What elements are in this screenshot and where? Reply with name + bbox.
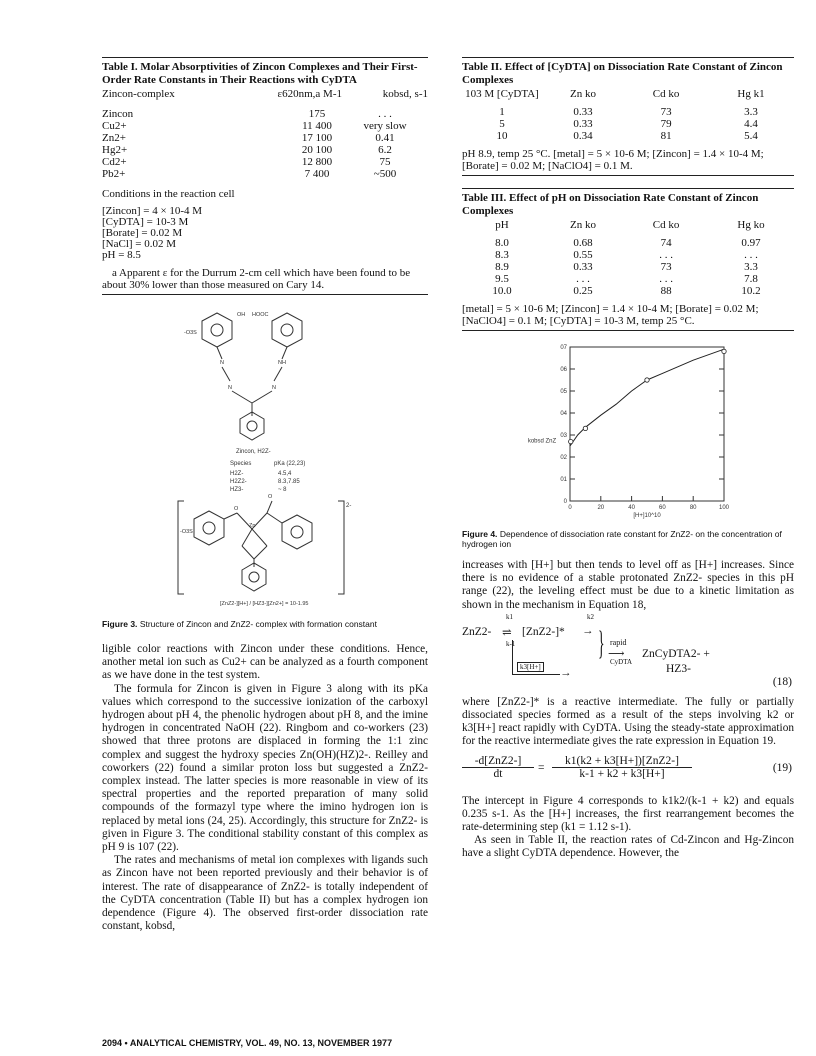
- paragraph: The formula for Zincon is given in Figure 3 along with its pKa values which correspond to the successive ionization of the carboxyl hydrogen about pH 4, the phenolic hydrogen about pH 8, and the imine hydrogen in concentrated NaOH (22). Ringbom and co-workers (23) showed that three protons are displaced in forming the 1:1 zinc complex and suggest the hydroxy species Zn(OH)(HZ)2-. Reilley and coworkers (22) found a similar proton loss but suggested a ZnZ2- complex instead. The latter species is more reasonable in view of its spectral properties and the reported preparation of many solid compounds of the formazyl type where the imino hydrogen ion is replaced by metal ions (24, 25). Accordingly, this structure for ZnZ2- is given in Figure 3. The conditional stability constant of this complex as pH 9 is 107 (22).: [102, 682, 428, 854]
- eq19-lhs: [462, 755, 534, 780]
- table3-header: Hg ko: [737, 219, 765, 231]
- zincon-label: Zincon, H2Z-: [236, 449, 271, 455]
- cell: . . .: [744, 249, 758, 261]
- figure4-chart: [462, 337, 794, 521]
- eq18-k3-arrow: →: [560, 666, 572, 679]
- cell: 0.55: [573, 249, 593, 261]
- table1-bottom-rule: [102, 294, 428, 295]
- table-row: [462, 249, 794, 261]
- x-tick-label: 0: [568, 505, 572, 511]
- cell: 5.4: [744, 130, 758, 142]
- cell: . . .: [378, 108, 392, 120]
- eq18-rapid: rapid: [610, 637, 627, 647]
- eq18-k-1: k-1: [506, 639, 516, 648]
- cell: 0.25: [573, 285, 593, 297]
- cell: 10.0: [492, 285, 512, 297]
- table3: [462, 219, 794, 297]
- left-column: [102, 57, 428, 933]
- table-row: [102, 132, 428, 144]
- table2-bottom-rule: [462, 175, 794, 176]
- cell: 8.3: [495, 249, 509, 261]
- table3-header-row: [462, 219, 794, 231]
- condition: [NaCl] = 0.02 M: [102, 238, 177, 250]
- cell: 73: [660, 106, 672, 118]
- eq18-branch-line: [512, 640, 513, 674]
- species-cell: 4.5,4: [278, 471, 292, 477]
- table2-header-row: [462, 88, 794, 100]
- species-table: [230, 461, 305, 493]
- eq18-k1: k1: [506, 612, 513, 621]
- x-axis-label: [H+]10^10: [633, 513, 661, 519]
- data-point: [722, 349, 726, 353]
- table2: [462, 88, 794, 142]
- cell: Zn2+: [102, 132, 126, 144]
- eq18-hz: HZ3-: [666, 662, 691, 675]
- svg-text:O: O: [234, 506, 239, 512]
- cell: 73: [660, 261, 672, 273]
- paragraph: where [ZnZ2-]* is a reactive intermediate. The fully or partially dissociated species formed as a result of the steps involving k2 or k3[H+] react rapidly with CyDTA. Using the steady-state approximation for the reactive intermediate gives the rate expression in Equation 19.: [462, 695, 794, 748]
- table1-header: ε620nm,a M-1: [277, 88, 342, 100]
- table1-header-row: [102, 88, 428, 100]
- table1-top-rule: [102, 57, 428, 58]
- cell: 0.68: [573, 237, 593, 249]
- table-row: [102, 120, 428, 132]
- paragraph: As seen in Table II, the reaction rates of Cd-Zincon and Hg-Zincon have a slight CyDTA dependence. However, the: [462, 834, 794, 860]
- svg-text:O: O: [268, 494, 273, 500]
- cell: very slow: [363, 120, 407, 132]
- table-row: [462, 237, 794, 249]
- stability-constant: [ZnZ2-][H+] / [HZ3-][Zn2+] = 10-1.95: [220, 601, 309, 607]
- equation-19: [462, 753, 794, 793]
- paragraph: The intercept in Figure 4 corresponds to k1k2/(k-1 + k2) and equals 0.235 s-1. As the [H+] increases, the first rearrangement becomes the rate-determining step (k1 = 1.12 s-1).: [462, 794, 794, 834]
- svg-text:-O3S: -O3S: [184, 330, 197, 336]
- cell: 88: [660, 285, 672, 297]
- y-tick-label: 06: [560, 367, 567, 373]
- table-row: [462, 261, 794, 273]
- cell: 0.33: [573, 261, 593, 273]
- table-row: [462, 285, 794, 297]
- y-axis-label: kobsd ZnZ: [527, 438, 557, 445]
- figure3-caption-label: Figure 3.: [102, 619, 138, 629]
- table-row: [462, 106, 794, 118]
- figure4-caption: [462, 529, 794, 549]
- complex-charge: 2-: [346, 503, 352, 509]
- svg-text:N: N: [228, 385, 232, 391]
- paragraph: The rates and mechanisms of metal ion complexes with ligands such as Zincon have not been reported previously and their behavior is of interest. The rate of disappearance of ZnZ2- is totally independent of the CyDTA concentration (Table II) but has a complex hydrogen ion dependence (Figure 4). The observed first-order dissociation rate constant, kobsd,: [102, 854, 428, 933]
- cell: 12 800: [301, 156, 333, 168]
- cell: . . .: [659, 249, 673, 261]
- svg-text:N: N: [220, 360, 224, 366]
- paragraph: ligible color reactions with Zincon under these conditions. Hence, another metal ion such as Cu2+ can be analyzed as a fourth component as we have done in the test system.: [102, 643, 428, 682]
- cell: Pb2+: [102, 168, 126, 180]
- species-cell: 8.3,7.85: [278, 479, 300, 485]
- table3-header: Zn ko: [570, 219, 597, 231]
- figure3-caption-text: Structure of Zincon and ZnZ2- complex with formation constant: [139, 619, 377, 629]
- condition: pH = 8.5: [102, 249, 141, 261]
- figure4-caption-text: Dependence of dissociation rate constant for ZnZ2- on the concentration of hydrogen ion: [462, 529, 782, 549]
- cell: 3.3: [744, 106, 758, 118]
- x-tick-label: 80: [689, 505, 697, 511]
- y-tick-label: 01: [560, 477, 567, 483]
- eq18-k2-arrow: →: [582, 624, 594, 637]
- cell: 0.41: [375, 132, 395, 144]
- eq18-arrow: ⟶: [608, 647, 625, 660]
- left-body-text: [102, 643, 428, 933]
- cell: 3.3: [744, 261, 758, 273]
- eq18-cydta: CyDTA: [610, 657, 632, 666]
- condition: [Borate] = 0.02 M: [102, 227, 183, 239]
- cell: 8.0: [495, 237, 509, 249]
- table3-top-rule: [462, 188, 794, 189]
- cell: 9.5: [495, 273, 509, 285]
- species-header: pKa (22,23): [274, 461, 306, 467]
- y-tick-label: 05: [560, 389, 567, 395]
- y-tick-label: 02: [560, 455, 567, 461]
- table2-caption: Table II. Effect of [CyDTA] on Dissociation Rate Constant of Zincon Complexes: [462, 61, 783, 86]
- figure3-caption: [102, 619, 428, 629]
- y-tick-label: 07: [560, 345, 567, 351]
- cell: Cd2+: [102, 156, 127, 168]
- x-tick-label: 40: [628, 505, 635, 511]
- eq18-intermediate: [ZnZ2-]*: [522, 625, 565, 638]
- table2-header: Cd ko: [652, 88, 680, 100]
- cell: Zincon: [102, 108, 134, 120]
- condition: [CyDTA] = 10-3 M: [102, 216, 189, 228]
- conditions-list: [102, 206, 428, 261]
- table-row: [102, 108, 428, 120]
- eq19-lhs-denominator: dt: [493, 767, 503, 780]
- x-tick-label: 60: [659, 505, 666, 511]
- cell: 6.2: [378, 144, 392, 156]
- figure3-structures: [102, 301, 428, 615]
- table1-footnote: a Apparent ε for the Durrum 2-cm cell which have been found to be about 30% lower than those measured on Cary 14.: [102, 267, 411, 291]
- conditions-title: Conditions in the reaction cell: [102, 188, 235, 200]
- eq18-reactant: ZnZ2-: [462, 625, 492, 638]
- y-tick-label: 0: [563, 499, 567, 505]
- eq19-number: (19): [772, 761, 792, 774]
- svg-text:NH: NH: [278, 360, 286, 366]
- cell: Hg2+: [102, 144, 128, 156]
- zincon-atom-labels: [184, 312, 286, 391]
- eq19-equals: =: [538, 761, 545, 774]
- plot-frame: [570, 347, 724, 501]
- species-cell: ~ 8: [278, 487, 287, 493]
- cell: 0.33: [573, 118, 593, 130]
- table1-header: kobsd, s-1: [382, 88, 428, 100]
- species-header: Species: [230, 461, 252, 467]
- eq18-products: ZnCyDTA2- +: [642, 647, 710, 660]
- cell: 75: [379, 156, 391, 168]
- table1-header: Zincon-complex: [102, 88, 175, 100]
- equation-18: [462, 612, 794, 696]
- table-row: [102, 144, 428, 156]
- table3-bottom-rule: [462, 330, 794, 331]
- table1: [102, 88, 428, 180]
- eq18-brace: }: [598, 624, 605, 662]
- right-column: [462, 57, 794, 861]
- figure4-caption-label: Figure 4.: [462, 529, 498, 539]
- table3-header: pH: [495, 219, 509, 231]
- table2-note: pH 8.9, temp 25 °C. [metal] = 5 × 10-6 M; [Zincon] = 1.4 × 10-4 M; [Borate] = 0.02 M; [NaClO4] = 0.1 M.: [462, 148, 764, 172]
- y-tick-label: 03: [560, 433, 567, 439]
- cell: 175: [308, 108, 326, 120]
- table-row: [462, 273, 794, 285]
- condition: [Zincon] = 4 × 10-4 M: [102, 205, 203, 217]
- eq19-rhs-denominator: k-1 + k2 + k3[H+]: [579, 767, 665, 780]
- eq18-number: (18): [772, 675, 792, 688]
- eq18-k3: k3[H+]: [517, 662, 544, 672]
- cell: 5: [499, 118, 505, 130]
- table2-header: Zn ko: [570, 88, 597, 100]
- cell: 7 400: [304, 168, 330, 180]
- cell: 4.4: [744, 118, 758, 130]
- eq18-branch-line: [512, 674, 560, 675]
- x-tick-label: 20: [597, 505, 605, 511]
- species-cell: HZ3-: [230, 487, 244, 493]
- cell: . . .: [576, 273, 590, 285]
- data-point: [583, 426, 587, 430]
- table3-note: [metal] = 5 × 10-6 M; [Zincon] = 1.4 × 10-4 M; [Borate] = 0.02 M; [NaClO4] = 0.1 M; [CyDTA] = 10-3 M, temp 25 °C.: [462, 303, 759, 327]
- data-point: [645, 378, 649, 382]
- svg-text:N: N: [272, 385, 276, 391]
- data-point: [569, 439, 573, 443]
- cell: 10: [496, 130, 508, 142]
- table2-top-rule: [462, 57, 794, 58]
- svg-text:OH: OH: [237, 312, 246, 318]
- figure3: [102, 301, 428, 615]
- table2-header: Hg k1: [737, 88, 765, 100]
- y-tick-label: 04: [560, 411, 567, 417]
- cell: Cu2+: [102, 120, 127, 132]
- page-footer: 2094 • ANALYTICAL CHEMISTRY, VOL. 49, NO. 13, NOVEMBER 1977: [102, 1038, 393, 1048]
- table3-caption: Table III. Effect of pH on Dissociation Rate Constant of Zincon Complexes: [462, 192, 759, 217]
- svg-text:Zn: Zn: [249, 523, 256, 529]
- table2-header: 103 M [CyDTA]: [465, 88, 539, 100]
- species-cell: H2Z-: [230, 471, 244, 477]
- znz-complex-structure: [178, 501, 344, 594]
- cell: 17 100: [301, 132, 333, 144]
- cell: 0.33: [573, 106, 593, 118]
- svg-text:-O3S: -O3S: [180, 529, 193, 535]
- eq18-equilibrium-arrow: ⇌: [502, 626, 512, 639]
- cell: 81: [660, 130, 672, 142]
- table-row: [102, 156, 428, 168]
- species-cell: H2Z2-: [230, 479, 247, 485]
- paragraph: increases with [H+] but then tends to level off as [H+] increases. Since there is no evidence of a stable protonated ZnZ2- species in this pH range (22), the leveling effect must be due to a kinetic limitation as shown in the mechanism in Equation 18,: [462, 559, 794, 611]
- table1-caption: Table I. Molar Absorptivities of Zincon Complexes and Their First-Order Rate Constants in Their Reactions with CyDTA: [102, 61, 418, 86]
- table-row: [102, 168, 428, 180]
- cell: 74: [660, 237, 672, 249]
- fit-curve: [570, 349, 724, 446]
- cell: 11 400: [302, 120, 332, 132]
- figure4: [462, 337, 794, 521]
- eq19-lhs-numerator: -d[ZnZ2-]: [462, 755, 534, 768]
- x-tick-label: 100: [718, 505, 730, 511]
- cell: 79: [660, 118, 672, 130]
- zincon-structure: [202, 313, 302, 440]
- cell: 7.8: [744, 273, 758, 285]
- eq19-rhs-numerator: k1(k2 + k3[H+])[ZnZ2-]: [552, 755, 692, 768]
- cell: 8.9: [495, 261, 509, 273]
- table3-header: Cd ko: [652, 219, 680, 231]
- cell: 20 100: [301, 144, 333, 156]
- eq19-rhs: [552, 755, 692, 780]
- cell: 0.97: [741, 237, 761, 249]
- cell: 1: [499, 106, 505, 118]
- table-row: [462, 130, 794, 142]
- cell: . . .: [659, 273, 673, 285]
- svg-text:HOOC: HOOC: [252, 312, 269, 318]
- cell: 10.2: [741, 285, 761, 297]
- eq18-k2: k2: [587, 612, 594, 621]
- table-row: [462, 118, 794, 130]
- cell: ~500: [373, 168, 397, 180]
- cell: 0.34: [573, 130, 593, 142]
